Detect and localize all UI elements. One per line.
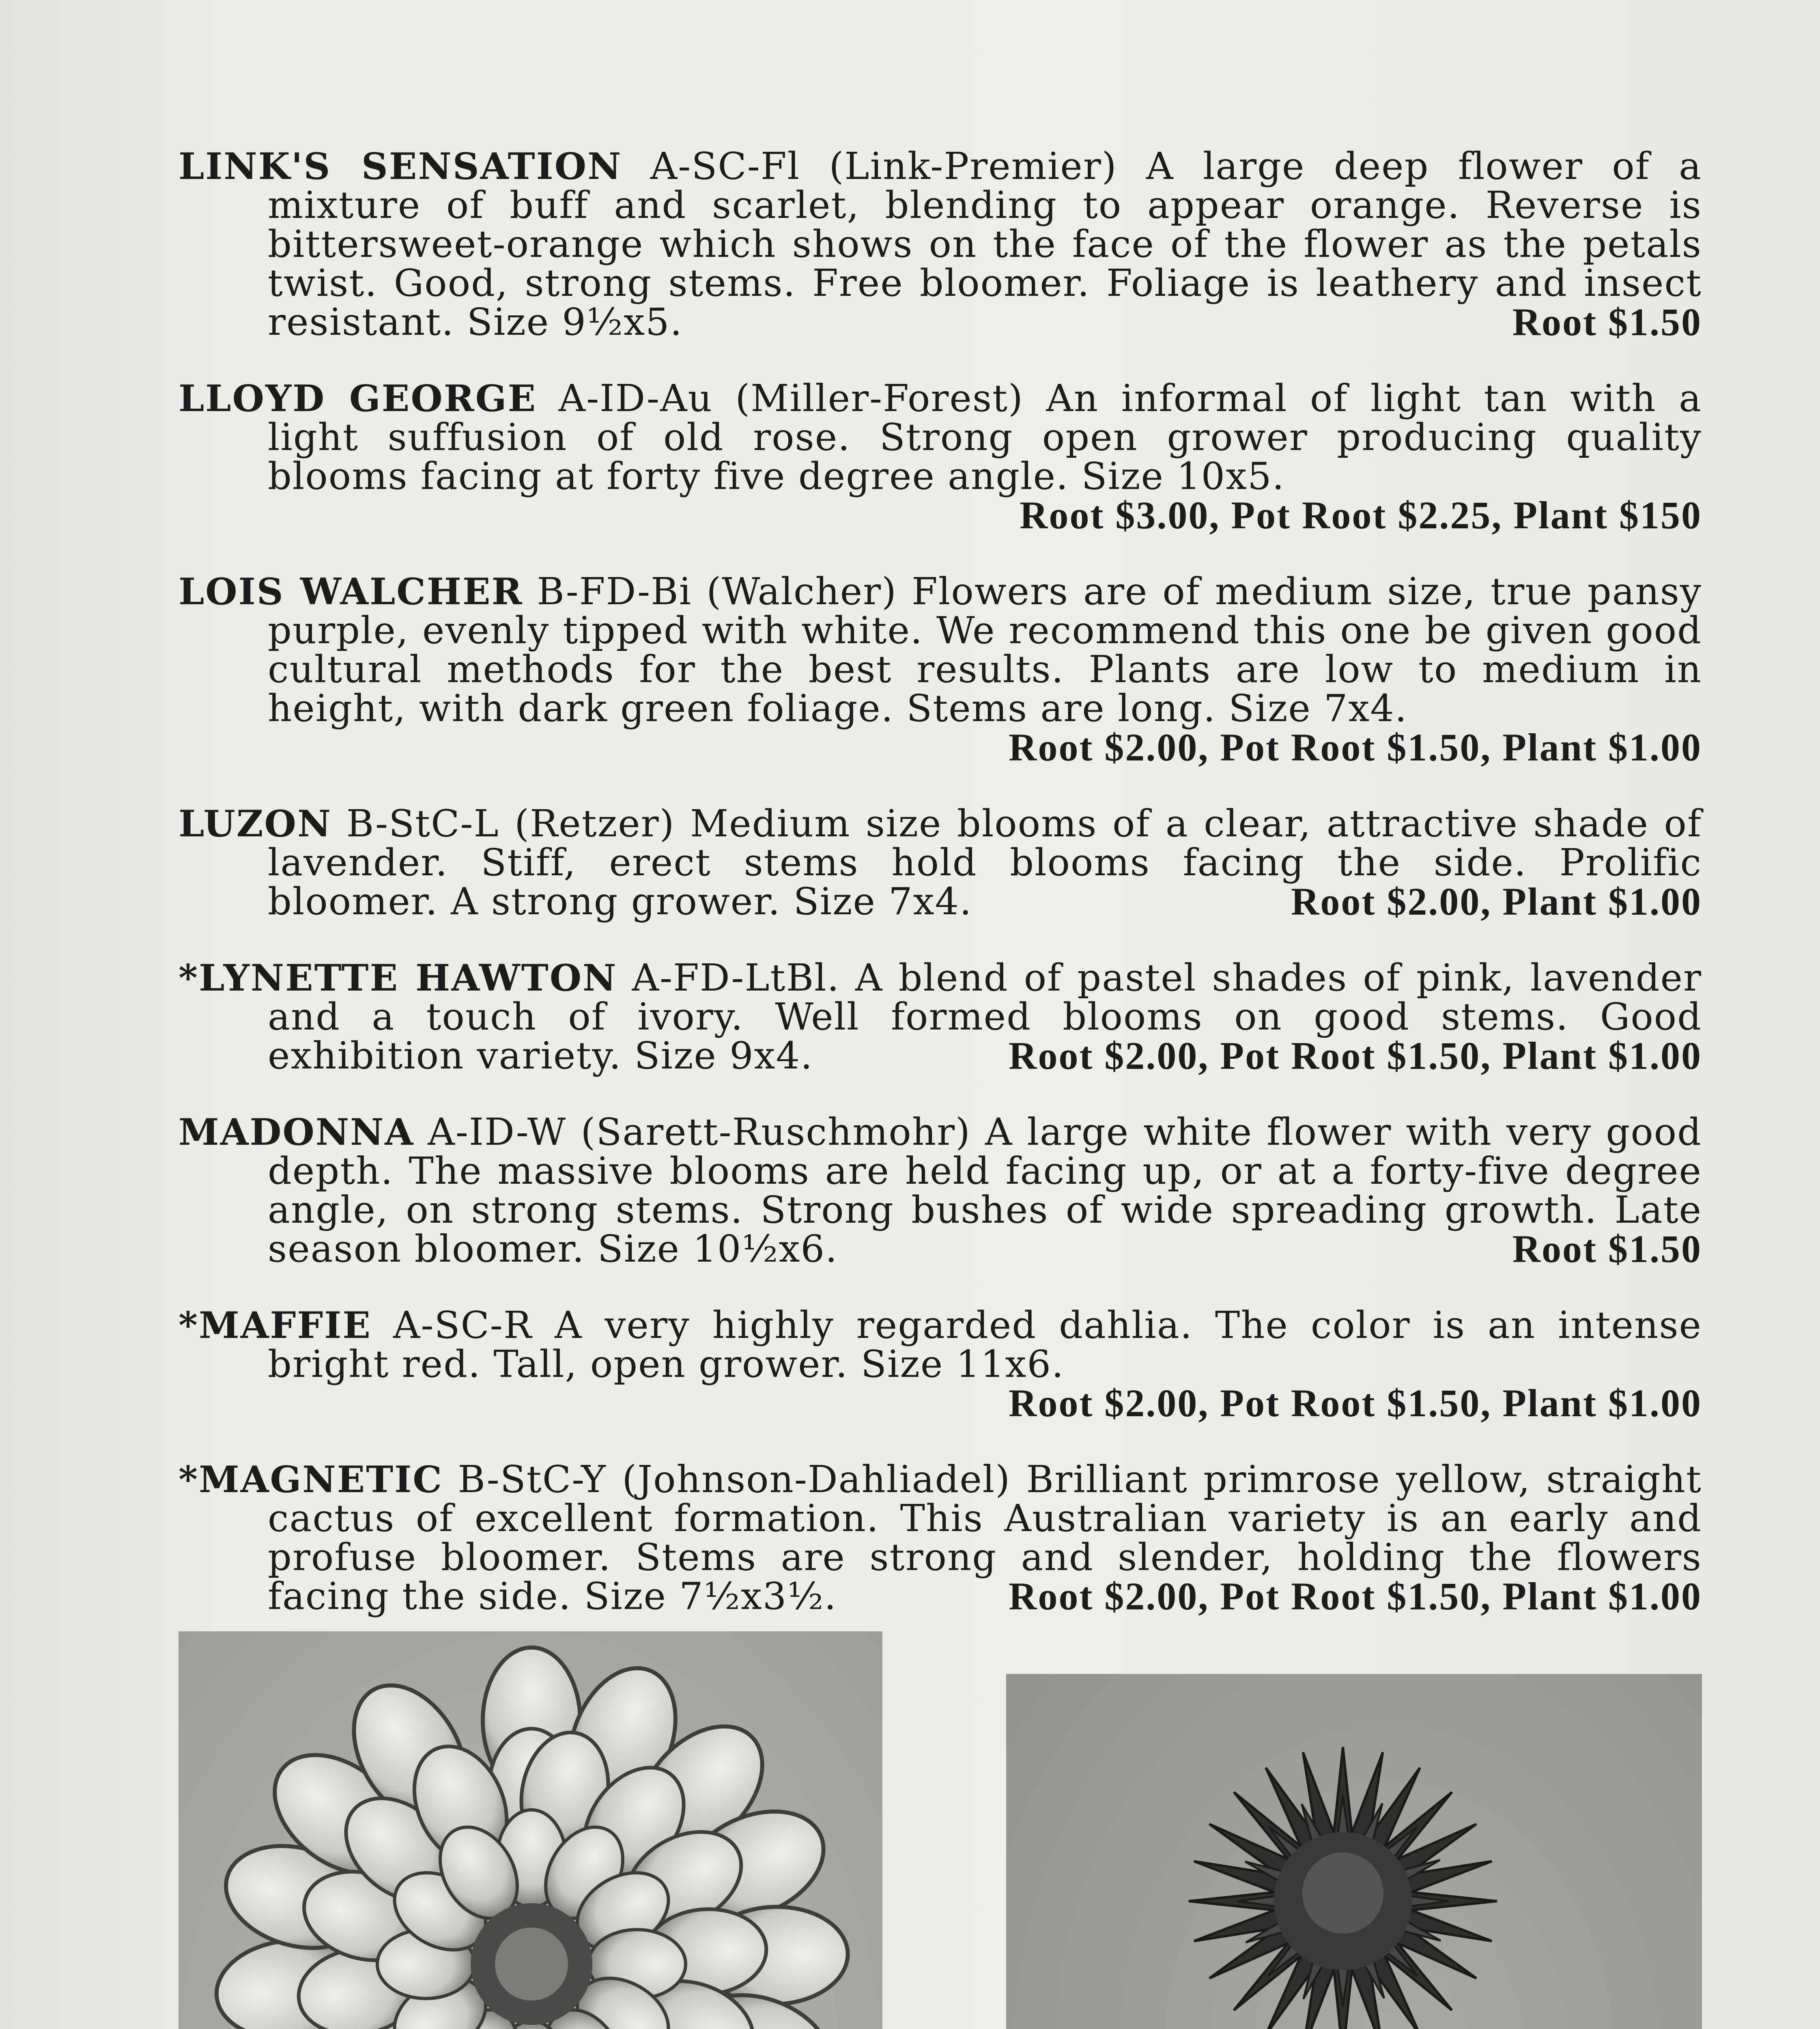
entry-name: *MAGNETIC bbox=[179, 1458, 443, 1501]
entry-name: LINK'S SENSATION bbox=[179, 145, 622, 188]
entry-price: Root $1.50 bbox=[1512, 1227, 1702, 1271]
dahlia-flower-icon bbox=[179, 1631, 882, 2029]
entry-description: B-FD-Bi (Walcher) Flowers are of medium size, true pansy purple, evenly tipped with white. We recommend this one be given good cultural methods for the best results. Plants are low to medium in height, with dark green foliage. Stems are long. Size 7x4. bbox=[268, 570, 1702, 730]
dahlia-entry bbox=[179, 572, 1702, 767]
entry-description: B-StC-L (Retzer) Medium size blooms of a clear, attractive shade of lavender. Stiff, erect stems hold blooms facing the side. Prolific bloomer. A strong grower. Size 7x4. bbox=[268, 802, 1702, 923]
entry-name: LOIS WALCHER bbox=[179, 570, 523, 613]
dahlia-entry bbox=[179, 1460, 1702, 1616]
entry-price: Root $3.00, Pot Root $2.25, Plant $150 bbox=[1020, 493, 1702, 537]
dahlia-entry bbox=[179, 804, 1702, 921]
entry-description: A-ID-Au (Miller-Forest) An informal of light tan with a light suffusion of old rose. Strong open grower producing quality blooms facing at forty five degree angle. Size 10x5. bbox=[268, 377, 1702, 498]
entry-description: B-StC-Y (Johnson-Dahliadel) Brilliant primrose yellow, straight cactus of excellent formation. This Australian variety is an early and profuse bloomer. Stems are strong and slender, holding the flowers facing the side. Size 7½x3½. bbox=[268, 1458, 1702, 1618]
entry-name: LLOYD GEORGE bbox=[179, 377, 537, 420]
entry-description: A-ID-W (Sarett-Ruschmohr) A large white flower with very good depth. The massive blooms are held facing up, or at a forty-five degree angle, on strong stems. Strong bushes of wide spreading growth. Late season bloomer. Size 10½x6. bbox=[268, 1110, 1702, 1271]
cactus-dahlia-icon bbox=[1006, 1674, 1702, 2029]
lavender-queen-photo bbox=[179, 1631, 882, 2029]
entry-price: Root $2.00, Plant $1.00 bbox=[1291, 880, 1702, 923]
entry-name: *LYNETTE HAWTON bbox=[179, 956, 617, 999]
dahlia-entries-list bbox=[179, 110, 1702, 1637]
dahlia-entry bbox=[179, 379, 1702, 535]
laura-b-photo bbox=[1006, 1674, 1702, 2029]
entry-name: *MAFFIE bbox=[179, 1304, 372, 1347]
entry-name: LUZON bbox=[179, 802, 332, 845]
entry-description: A-FD-LtBl. A blend of pastel shades of pink, lavender and a touch of ivory. Well formed blooms on good stems. Good exhibition variety. Size 9x4. bbox=[268, 956, 1702, 1077]
entry-price: Root $2.00, Pot Root $1.50, Plant $1.00 bbox=[1009, 1575, 1702, 1618]
entry-name: MADONNA bbox=[179, 1111, 415, 1154]
dahlia-entry bbox=[179, 1303, 1702, 1425]
dahlia-entry bbox=[179, 1110, 1702, 1271]
entry-price: Root $1.50 bbox=[1512, 300, 1702, 344]
dahlia-entry bbox=[179, 958, 1702, 1075]
entry-price: Root $2.00, Pot Root $1.50, Plant $1.00 bbox=[1009, 726, 1702, 769]
entry-description: A-SC-Fl (Link-Premier) A large deep flower of a mixture of buff and scarlet, blending to appear orange. Reverse is bittersweet-orange which shows on the face of the flower as the petals twist. Good, strong stems. Free bloomer. Foliage is leathery and insect resistant. Size 9½x5. bbox=[268, 144, 1702, 344]
entry-description: A-SC-R A very highly regarded dahlia. The color is an intense bright red. Tall, open grower. Size 11x6. bbox=[268, 1303, 1702, 1386]
entry-price: Root $2.00, Pot Root $1.50, Plant $1.00 bbox=[1009, 1034, 1702, 1077]
entry-price: Root $2.00, Pot Root $1.50, Plant $1.00 bbox=[1009, 1381, 1702, 1425]
dahlia-entry bbox=[179, 144, 1702, 344]
